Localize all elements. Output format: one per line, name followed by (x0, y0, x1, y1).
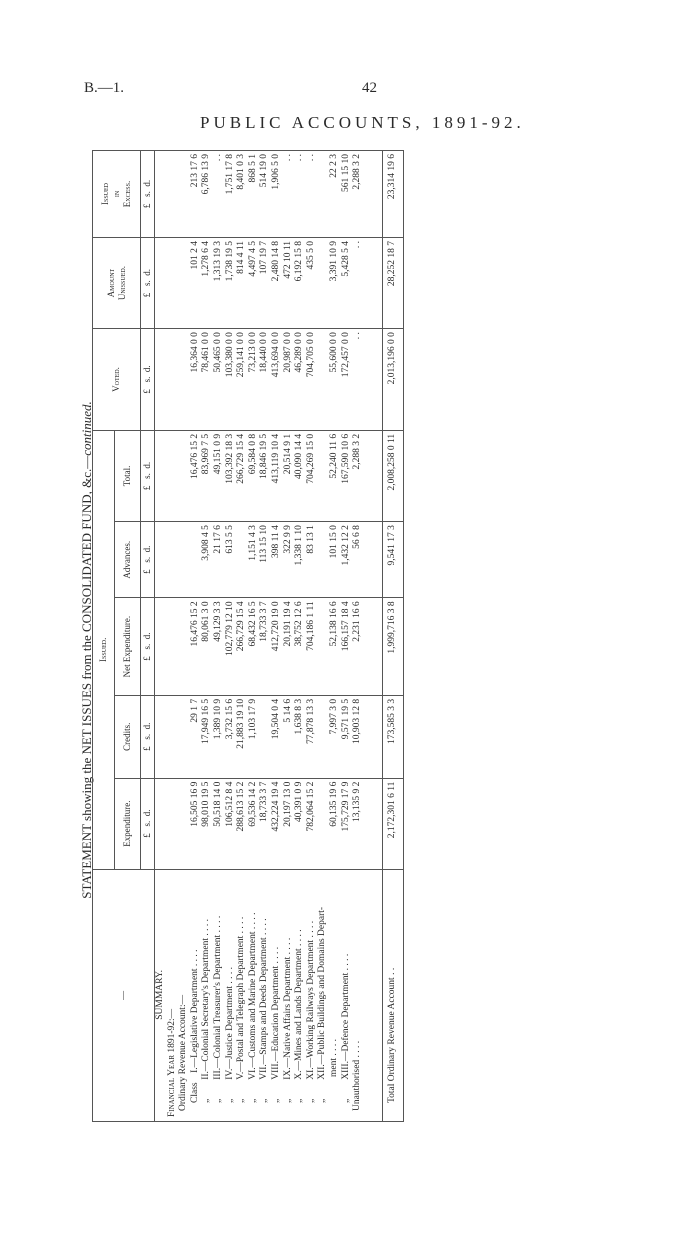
amount-cell: 16,476 15 2 (189, 601, 200, 647)
amount-cell: 19,504 0 4 (270, 698, 281, 740)
amount-cell: 13,135 9 2 (352, 781, 363, 822)
amount-cell (317, 241, 329, 325)
description-row: „ XIII.—Defence Department . . . . (340, 953, 351, 1103)
amount-cell: 1,151 4 3 (247, 525, 258, 561)
col-total (155, 430, 383, 521)
amount-cell: 18,733 3 7 (259, 601, 270, 642)
amount-cell: 78,461 0 0 (201, 332, 212, 373)
desc-header-cell: — (93, 869, 155, 1121)
amount-cell: 3,391 10 9 (328, 240, 339, 282)
amount-cell: 6,786 13 9 (201, 154, 212, 195)
amount-cell: 1,751 17 8 (224, 154, 235, 195)
amount-cell: 1,432 12 2 (340, 525, 351, 566)
amount-cell: 80,061 3 0 (201, 601, 212, 642)
total-net-expenditure: 1,999,716 3 8 (383, 598, 404, 696)
col-voted (155, 329, 383, 431)
amount-cell: 1,906 5 0 (270, 154, 281, 190)
amount-cell (317, 332, 329, 427)
units-net-expenditure: £ s. d. (141, 598, 155, 696)
amount-cell: . . (282, 154, 293, 162)
amount-cell: 101 2 4 (189, 240, 200, 270)
units-advances: £ s. d. (141, 522, 155, 598)
amount-cell: . . (352, 332, 363, 340)
units-unissued: £ s. d. (141, 237, 155, 328)
amount-cell: 60,135 19 6 (328, 781, 339, 827)
amount-cell: 52,138 16 6 (328, 601, 339, 647)
amount-cell: 73,213 0 0 (247, 332, 258, 373)
page-title: PUBLIC ACCOUNTS, 1891-92. (200, 113, 525, 132)
amount-cell: 55,600 0 0 (328, 332, 339, 373)
amount-cell: 2,480 14 8 (270, 240, 281, 282)
credits-header: Credits. (115, 695, 141, 778)
units-excess: £ s. d. (141, 151, 155, 238)
amount-cell: 561 15 10 (340, 154, 351, 192)
page-number: 42 (362, 80, 377, 96)
amount-cell: 704,269 15 0 (305, 433, 316, 484)
description-row: „ V.—Postal and Telegraph Department . . . . (236, 916, 247, 1103)
description-row: „ IV.—Justice Department . . . . (224, 967, 235, 1103)
amount-cell: 5,428 5 4 (340, 240, 351, 277)
description-row: „ XII.—Public Buildings and Domains Depart- (317, 906, 328, 1103)
amount-cell: 18,440 0 0 (259, 332, 270, 373)
amount-cell: 432,224 19 4 (270, 781, 281, 832)
amount-cell: 16,505 16 9 (189, 781, 200, 827)
amount-cell: 413,119 10 4 (270, 433, 281, 484)
amount-cell: 259,141 0 0 (236, 332, 247, 378)
amount-cell: 107 19 7 (259, 240, 270, 275)
amount-cell: 1,638 8 3 (294, 698, 305, 735)
amount-cell: 21,883 19 10 (236, 698, 247, 749)
amount-cell: 83 13 1 (305, 525, 316, 554)
amount-cell (317, 154, 329, 234)
financial-year-label: Financial Year 1891-92:— (166, 1008, 177, 1117)
total-advances: 9,541 17 3 (383, 522, 404, 598)
description-row: „ II.—Colonial Secretary's Department . . . . (201, 918, 212, 1103)
amount-cell: 18,846 19 5 (259, 433, 270, 480)
amount-cell: 69,584 0 8 (247, 433, 258, 475)
excess-header: Issued in Excess. (93, 151, 141, 238)
amount-cell: 49,151 0 9 (212, 433, 223, 475)
amount-cell: 103,380 0 0 (224, 332, 235, 378)
amount-cell: 101 15 0 (328, 525, 339, 559)
col-expenditure (155, 778, 383, 869)
amount-cell: 613 5 5 (224, 525, 235, 554)
amount-cell: 21 17 6 (212, 525, 223, 554)
amount-cell: . . (212, 154, 223, 162)
amount-cell: 16,476 15 2 (189, 433, 200, 480)
amount-cell: 50,518 14 0 (212, 781, 223, 827)
amount-cell (317, 601, 329, 692)
rotated-table-wrapper (92, 150, 404, 1122)
amount-cell: 102,779 12 10 (224, 601, 235, 656)
voted-header: Voted. (93, 329, 141, 431)
amount-cell: 20,197 13 0 (282, 781, 293, 827)
amount-cell: 22 2 3 (328, 154, 339, 178)
description-row: „ XI.—Working Railways Department . . . . (305, 920, 316, 1103)
amount-cell: 1,313 19 3 (212, 240, 223, 282)
amount-cell: 704,705 0 0 (305, 332, 316, 378)
amount-cell: 1,389 10 9 (212, 698, 223, 740)
description-row: Unauthorised . . . . (352, 1040, 363, 1111)
amount-cell: 10,903 12 8 (352, 698, 363, 745)
amount-cell: . . (305, 154, 316, 162)
amount-cell: 68,432 16 5 (247, 601, 258, 647)
amount-cell: 17,949 16 5 (201, 698, 212, 745)
amount-cell: 266,729 15 4 (236, 601, 247, 652)
total-voted: 2,013,196 0 0 (383, 329, 404, 431)
amount-cell: 1,278 6 4 (201, 240, 212, 277)
description-row: „ VI.—Customs and Marine Department . . . . (247, 912, 258, 1103)
amount-cell: 20,987 0 0 (282, 332, 293, 373)
units-credits: £ s. d. (141, 695, 155, 778)
units-voted: £ s. d. (141, 329, 155, 431)
amount-cell (317, 782, 329, 866)
amount-cell: 1,738 19 5 (224, 240, 235, 282)
amount-cell (317, 699, 329, 775)
amount-cell: 49,129 3 3 (212, 601, 223, 642)
issued-group-header: Issued. (93, 430, 115, 869)
amount-cell: 514 19 0 (259, 154, 270, 188)
amount-cell: 83,969 7 5 (201, 433, 212, 475)
amount-cell: 40,391 0 9 (294, 781, 305, 822)
col-excess (155, 151, 383, 238)
amount-cell: 814 4 11 (236, 240, 247, 274)
amount-cell: 106,512 8 4 (224, 781, 235, 827)
ordinary-revenue-label: Ordinary Revenue Account:— (178, 994, 189, 1111)
running-head-left: B.—1. (84, 80, 125, 96)
amount-cell: 2,288 3 2 (352, 433, 363, 470)
amount-cell: 5 14 6 (282, 698, 293, 723)
amount-cell: 413,694 0 0 (270, 332, 281, 378)
amount-cell: 1,103 17 9 (247, 698, 258, 740)
col-net-expenditure (155, 598, 383, 696)
amount-cell: 1,338 1 10 (294, 525, 305, 566)
amount-cell: . . (294, 154, 305, 162)
amount-cell: 868 5 1 (247, 154, 258, 183)
amount-cell: 175,729 17 9 (340, 781, 351, 832)
amount-cell: 472 10 11 (282, 240, 293, 279)
amount-cell (259, 699, 271, 775)
amount-cell (236, 525, 248, 594)
units-total: £ s. d. (141, 430, 155, 521)
amount-cell: 398 11 4 (270, 525, 281, 558)
amount-cell: 20,514 9 1 (282, 433, 293, 475)
amount-cell: 20,191 19 4 (282, 601, 293, 647)
amount-cell: 288,613 15 2 (236, 781, 247, 832)
caption-main: STATEMENT showing the NET ISSUES from the CONSOLIDATED FUND, &c.— (79, 455, 94, 899)
total-excess: 23,314 19 6 (383, 151, 404, 238)
summary-heading: SUMMARY. (155, 970, 165, 1020)
units-expenditure: £ s. d. (141, 778, 155, 869)
amount-cell: 3,908 4 5 (201, 525, 212, 561)
amount-cell: 4,497 4 5 (247, 240, 258, 277)
amount-cell: 56 6 8 (352, 525, 363, 549)
amount-cell: 2,288 3 2 (352, 154, 363, 190)
amount-cell: 6,192 15 8 (294, 240, 305, 282)
total-expenditure: 2,172,301 6 11 (383, 778, 404, 869)
amount-cell: 113 15 10 (259, 525, 270, 563)
amount-cell: 322 9 9 (282, 525, 293, 554)
amount-cell: 50,465 0 0 (212, 332, 223, 373)
amount-cell: 412,720 19 0 (270, 601, 281, 652)
amount-cell: 98,010 19 5 (201, 781, 212, 827)
expenditure-header: Expenditure. (115, 778, 141, 869)
description-row: „ VIII.—Education Department . . . . (270, 946, 281, 1103)
amount-cell: 782,064 15 2 (305, 781, 316, 832)
amount-cell: 77,878 13 3 (305, 698, 316, 745)
amount-cell (190, 525, 202, 594)
amount-cell: 38,752 12 6 (294, 601, 305, 647)
amount-cell: 46,289 0 0 (294, 332, 305, 373)
description-row: ment . . . . (328, 1039, 339, 1077)
description-row: „ III.—Colonial Treasurer's Department . . . . (212, 915, 223, 1103)
amount-cell: 213 17 6 (189, 154, 200, 188)
net-expenditure-header: Net Expenditure. (115, 598, 141, 696)
description-row: „ IX.—Native Affairs Department . . . . (282, 937, 293, 1103)
amount-cell: 29 1 7 (189, 698, 200, 723)
amount-cell: 9,571 19 5 (340, 698, 351, 740)
amount-cell: 69,536 14 2 (247, 781, 258, 827)
description-row: „ VII.—Stamps and Deeds Department . . . . (259, 918, 270, 1103)
amount-cell: 166,157 18 4 (340, 601, 351, 652)
col-unissued (155, 237, 383, 328)
col-advances (155, 522, 383, 598)
description-column (155, 869, 383, 1121)
amount-cell: 8,401 0 3 (236, 154, 247, 190)
description-items (189, 873, 363, 1117)
amount-cell (317, 434, 329, 518)
description-row: Class I.—Legislative Department . . . . (189, 949, 200, 1103)
amount-cell: . . (352, 240, 363, 249)
amount-cell: 266,729 15 4 (236, 433, 247, 484)
total-credits: 173,585 3 3 (383, 695, 404, 778)
amount-cell: 52,240 11 6 (328, 433, 339, 479)
amount-cell: 3,732 15 6 (224, 698, 235, 740)
net-issues-table (92, 150, 404, 1122)
amount-cell: 704,186 1 11 (305, 601, 316, 651)
total-total: 2,008,258 0 11 (383, 430, 404, 521)
advances-header: Advances. (115, 522, 141, 598)
amount-cell: 103,392 18 3 (224, 433, 235, 484)
amount-cell: 2,231 16 6 (352, 601, 363, 642)
amount-cell: 40,090 14 4 (294, 433, 305, 480)
total-unissued: 28,252 18 7 (383, 237, 404, 328)
total-row-label: Total Ordinary Revenue Account . . (383, 869, 404, 1121)
amount-cell (317, 525, 329, 594)
caption-continued: continued. (79, 401, 94, 456)
amount-cell: 16,364 0 0 (189, 332, 200, 373)
amount-cell: 7,997 3 0 (328, 698, 339, 735)
description-row: „ X.—Mines and Lands Department . . . . (294, 929, 305, 1103)
amount-cell: 172,457 0 0 (340, 332, 351, 378)
amount-cell: 167,590 10 6 (340, 433, 351, 484)
total-header: Total. (115, 430, 141, 521)
amount-cell: 435 5 0 (305, 240, 316, 270)
amount-cell: 18,733 3 7 (259, 781, 270, 822)
col-credits (155, 695, 383, 778)
unissued-header: Amount Unissued. (93, 237, 141, 328)
